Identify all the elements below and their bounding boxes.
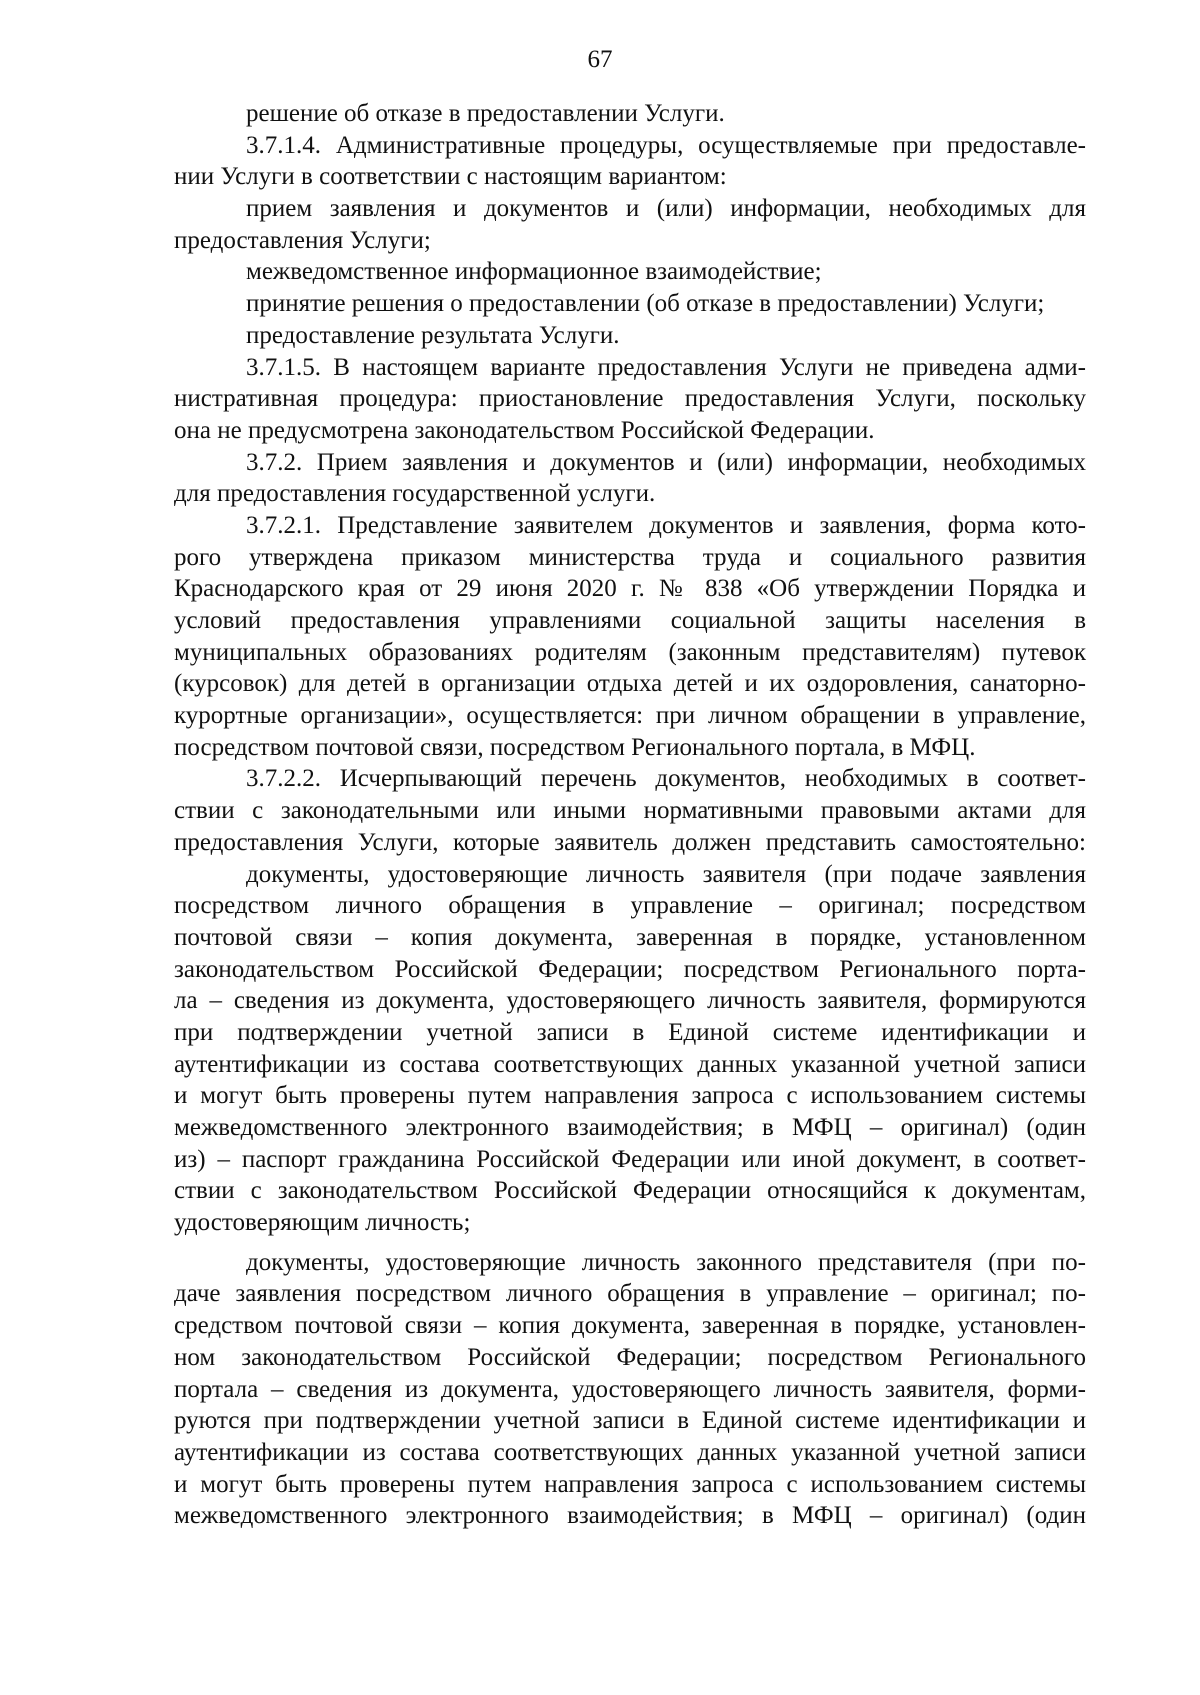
text-line: аутентификации из состава соответствующих данных указанной учетной записи [174, 1438, 1086, 1466]
text-line: межведомственного электронного взаимодействия; в МФЦ – оригинал) (один [174, 1114, 1086, 1141]
text-line: предоставления Услуги, которые заявитель должен представить самостоятельно: [174, 828, 1086, 856]
text-line: для предоставления государственной услуги. [174, 480, 656, 508]
text-line: решение об отказе в предоставлении Услуги. [246, 100, 725, 127]
text-line: и могут быть проверены путем направления запроса с использованием системы [174, 1470, 1086, 1498]
text-line: предоставление результата Услуги. [246, 321, 620, 349]
text-line: принятие решения о предоставлении (об отказе в предоставлении) Услуги; [246, 290, 1045, 318]
text-line: межведомственное информационное взаимодействие; [246, 258, 822, 286]
text-line: предоставления Услуги; [174, 226, 431, 254]
text-line: посредством личного обращения в управление – оригинал; посредством [174, 892, 1086, 920]
text-line: (курсовок) для детей в организации отдыха детей и их оздоровления, санаторно- [174, 670, 1086, 698]
text-line: ном законодательством Российской Федерации; посредством Регионального [174, 1343, 1086, 1371]
text-line: 3.7.2. Прием заявления и документов и (или) информации, необходимых [246, 448, 1086, 476]
text-line: средством почтовой связи – копия документа, заверенная в порядке, установлен- [174, 1312, 1086, 1340]
text-line: 3.7.1.4. Административные процедуры, осуществляемые при предоставле- [246, 131, 1086, 159]
text-line: почтовой связи – копия документа, заверенная в порядке, установленном [174, 923, 1086, 951]
text-line: нии Услуги в соответствии с настоящим вариантом: [174, 163, 727, 191]
text-line: рого утверждена приказом министерства труда и социального развития [174, 543, 1086, 571]
text-line: муниципальных образованиях родителям (законным представителям) путевок [174, 638, 1086, 666]
text-line: она не предусмотрена законодательством Российской Федерации. [174, 416, 875, 444]
text-line: из) – паспорт гражданина Российской Федерации или иной документ, в соответ- [174, 1145, 1086, 1173]
text-line: руются при подтверждении учетной записи в Единой системе идентификации и [174, 1407, 1086, 1435]
text-line: нистративная процедура: приостановление предоставления Услуги, поскольку [174, 385, 1086, 413]
text-line: курортные организации», осуществляется: при личном обращении в управление, [174, 702, 1086, 730]
text-line: и могут быть проверены путем направления запроса с использованием системы [174, 1082, 1086, 1110]
paragraph-gap [174, 1239, 1086, 1247]
text-line: портала – сведения из документа, удостоверяющего личность заявителя, форми- [174, 1375, 1086, 1403]
text-line: даче заявления посредством личного обращения в управление – оригинал; по- [174, 1280, 1086, 1308]
text-line: 3.7.2.1. Представление заявителем документов и заявления, форма кото- [246, 511, 1086, 539]
document-body [174, 98, 1086, 1532]
text-line: документы, удостоверяющие личность заявителя (при подаче заявления [246, 860, 1086, 888]
text-line: межведомственного электронного взаимодействия; в МФЦ – оригинал) (один [174, 1502, 1086, 1530]
text-line: аутентификации из состава соответствующих данных указанной учетной записи [174, 1050, 1086, 1078]
text-line: Краснодарского края от 29 июня 2020 г. № 838 «Об утверждении Порядка и [174, 575, 1086, 603]
page-number: 67 [587, 46, 613, 73]
text-line: посредством почтовой связи, посредством Регионального портала, в МФЦ. [174, 733, 976, 761]
text-line: документы, удостоверяющие личность законного представителя (при по- [246, 1248, 1086, 1276]
text-line: 3.7.2.2. Исчерпывающий перечень документов, необходимых в соответ- [246, 765, 1086, 793]
text-line: ствии с законодательными или иными нормативными правовыми актами для [174, 797, 1086, 825]
text-line: условий предоставления управлениями социальной защиты населения в [174, 607, 1086, 634]
text-line: ствии с законодательством Российской Федерации относящийся к документам, [174, 1177, 1086, 1205]
text-line: удостоверяющим личность; [174, 1209, 471, 1237]
text-line: ла – сведения из документа, удостоверяющего личность заявителя, формируются [174, 987, 1086, 1015]
text-line: 3.7.1.5. В настоящем варианте предоставления Услуги не приведена адми- [246, 353, 1086, 381]
text-line: прием заявления и документов и (или) информации, необходимых для [246, 195, 1086, 223]
text-line: законодательством Российской Федерации; посредством Регионального порта- [174, 955, 1086, 983]
text-line: при подтверждении учетной записи в Единой системе идентификации и [174, 1018, 1086, 1046]
